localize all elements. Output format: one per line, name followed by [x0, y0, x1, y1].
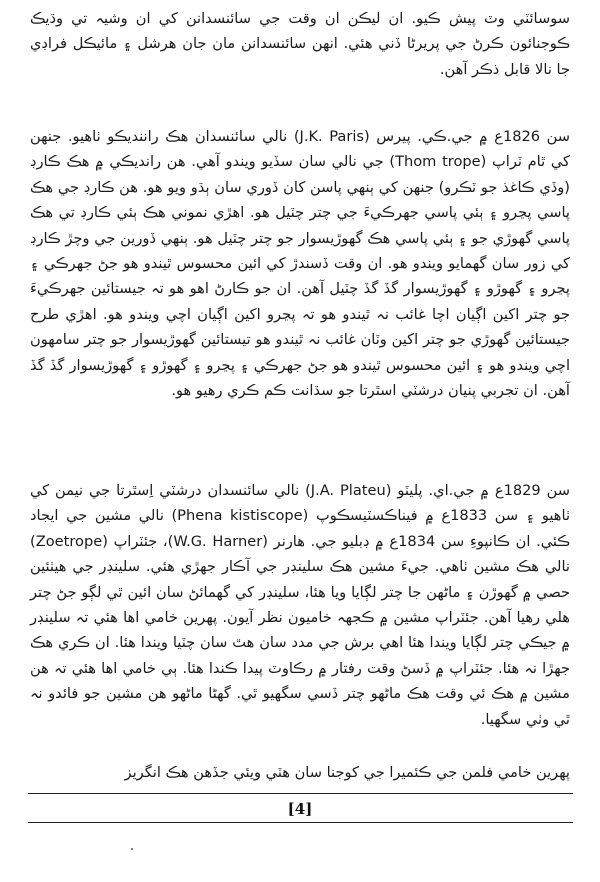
paragraph-2: سن 1826ع ۾ جي.ڪي. پيرس (J.K. Paris) نالي سائنسدان هڪ راننديڪو ٺاهيو. جنهن کي ٿام ٽراپ (Thom trope) جي نالي سان سڏيو ويندو آهي. هن رانديڪي ۾ هڪ ڪارڊ (وڏي ڪاغذ جو ٽڪرو) جنهن کي ٻنهي پاسن کان ڏوري سان ٻڌو ويو هو. هن ڪارڊ جي هڪ پاسي پڃرو ۽ ٻئي پاسي جهرڪيءَ جي چتر چٽيل هو. اهڙي نموني هڪ ٻئي ڪارڊ تي هڪ پاسي گهوڙي جو ۽ ٻئي پاسي هڪ گهوڙيسوار جو چتر چٽيل هو. ٻنهي ڏورين جي وچڙ ڪارڊ کي زور سان گهمايو ويندو هو. ان وقت ڏسندڙ کي ائين محسوس ٿيندو هو جڻ جهرڪي ۽ پڃرو ۽ گهوڙو ۽ گهوڙيسوار گڏ گڏ چٽيل آهن. ان جو ڪارڻ اهو هو تہ جيستائين جهرڪيءَ جو چتر اکين اڳيان اچا غائب نہ ٿيندو هو تہ پڃرو اکين اڳيان اچي ويندو هو. اهڙي طرح جيستائين گهوڙي جو چتر اکين وٽان غائب نہ ٿيندو هو تيستائين گهوڙيسوار جو چتر سامهون اچي ويندو هو ۽ ائين محسوس ٿيندو هو جڻ جهرڪي ۽ پڃرو ۽ گهوڙو ۽ گهوڙيسوار گڏ گڏ آهن. ان تجربي پنيان درشٽي اسٿرتا جو سڌانت ڪم ڪري رهيو هو.	[30, 128, 570, 400]
scan-speck	[131, 848, 133, 850]
footer-rule-top	[28, 793, 573, 794]
paragraph-4: پهرين خامي فلمن جي ڪئميرا جي کوجنا سان هٽي ويئي جڏهن هڪ انگريز	[124, 764, 570, 781]
paragraph-3: سن 1829ع ۾ جي.اي. پليٽو (J.A. Plateu) نالي سائنسدان درشٽي اِسٿرتا جي نيمن کي ٺاهيو ۽ سن 1833ع ۾ فيناڪسٽيسڪوپ (Phena kistiscope) نالي مشين جي ايجاد ڪئي. ان ڪانپوءِ سن 1834ع ۾ ڊبليو جي. هارنر (W.G. Harner)، جئٽراپ (Zoetrope) نالي هڪ مشين ٺاهي. جيءَ مشين هڪ سلينڊر جي آڪار جهڙي هئي. سلينڊر جي هيٺئين حصي ۾ گهوڙن ۽ ماڻهن جا چتر لڳايا ويا هئا، سلينڊر کي گهمائڻ سان ائين ٿي لڳو جڻ چتر هلي رهيا آهن. جئٽراپ مشين ۾ ڪجهہ خاميون نظر آيون. پهرين خامي اها هئي تہ سلينڊر ۾ جيڪي چتر لڳايا ويندا هئا اهي برش جي مدد سان هٿ سان چٽيا ويندا هئا. ان ڪري هڪ جهڙا نہ هئا. جئٽراپ ۾ ڏسڻ وقت رفتار ۾ رڪاوٽ پيدا ڪندا هئا. ٻي خامي اها هئي تہ هن مشين ۾ هڪ ئي وقت هڪ ماڻهو چتر ڏسي سگهيو ٿي. گهڻا ماڻهو هن مشين جو فائدو نہ ٿي وٺي سگهيا.	[30, 482, 571, 728]
paragraph-1: سوسائٽي وٽ پيش ڪيو. ان ليڪن ان وقت جي سائنسدانن کي ان وشيہ تي وڌيڪ ڪوجنائون ڪرڻ جي پريرڻا ڏني هئي. انهن سائنسدانن مان جان هرشل ۽ مائيڪل فراڊي جا نالا قابل ذڪر آهن.	[30, 10, 570, 78]
page-number: [4]	[287, 800, 313, 818]
footer-rule-bottom	[28, 822, 573, 823]
